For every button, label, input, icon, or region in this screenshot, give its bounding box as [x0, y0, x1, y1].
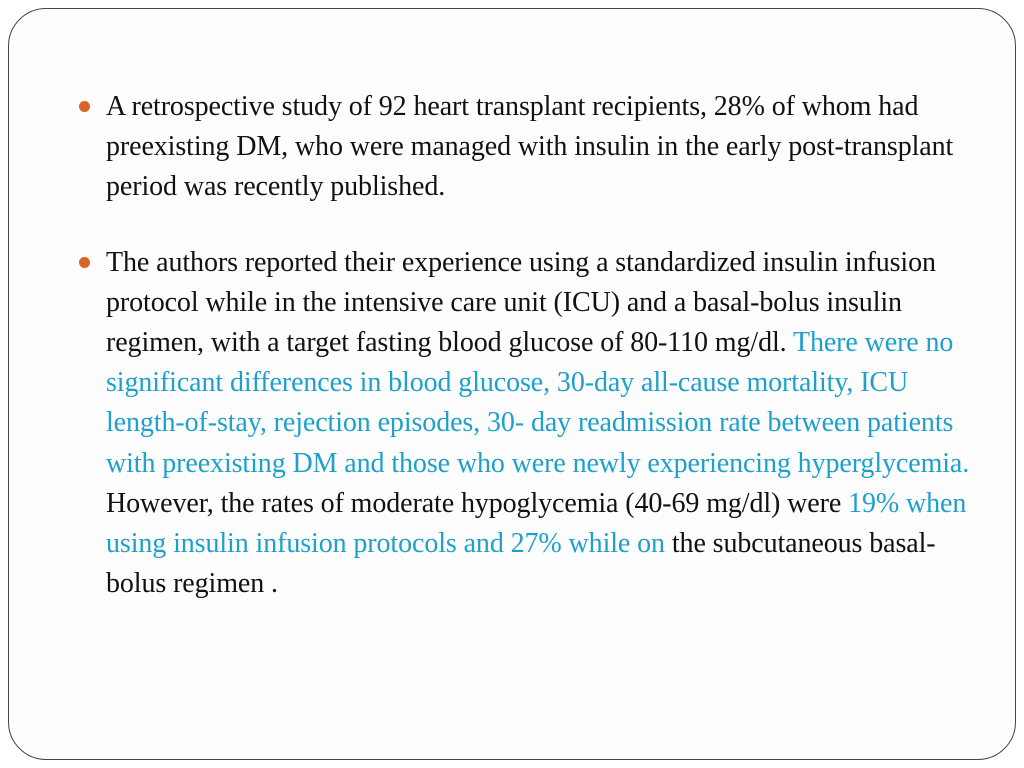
bullet-highlight-rates: 19% when using insulin infusion protocols and 27% while on — [106, 487, 967, 560]
bullet-dot-icon — [79, 257, 90, 268]
bullet-text: A retrospective study of 92 heart transplant recipients, 28% of whom had preexisting DM, who were managed with insulin in the early post-transplant period was recently published. — [106, 91, 954, 203]
bullet-list — [106, 87, 976, 604]
bullet-text-part1: The authors reported their experience using a standardized insulin infusion protocol while in the intensive care unit (ICU) and a basal-bolus insulin regimen, with a target fasting blood glucose of 80-110 mg/dl. — [106, 246, 936, 359]
bullet-item-study — [106, 87, 976, 208]
slide-frame — [8, 8, 1016, 760]
bullet-text-part2: However, the rates of moderate hypoglycemia (40-69 mg/dl) were — [106, 487, 842, 519]
bullet-highlight-no-differences: There were no significant differences in blood glucose, 30-day all-cause mortality, ICU length-of-stay, rejection episodes, 30- day readmission rate between patients with preexisting DM and those who were newly experiencing hyperglycemia. — [106, 327, 970, 479]
bullet-item-authors — [106, 243, 976, 605]
bullet-dot-icon — [79, 101, 90, 112]
bullet-text-part3: the subcutaneous basal-bolus regimen . — [106, 528, 936, 600]
